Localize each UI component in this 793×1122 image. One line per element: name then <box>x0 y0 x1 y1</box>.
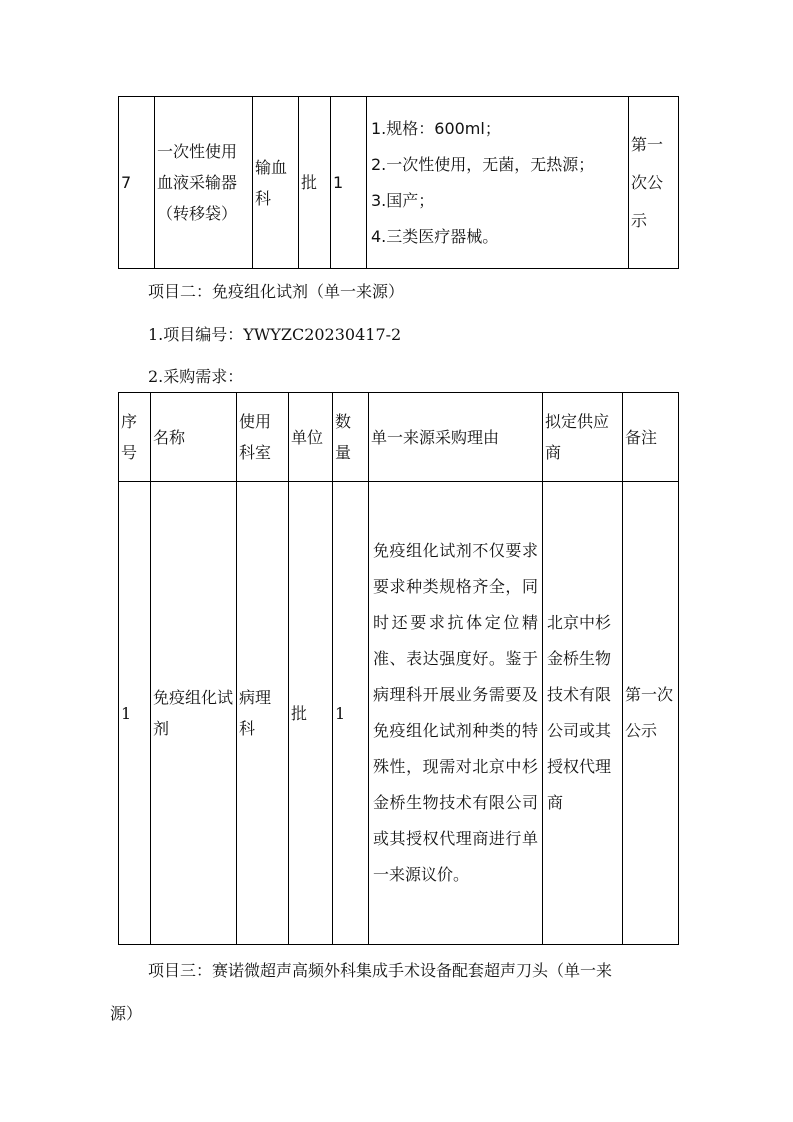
cell-department: 病理科 <box>237 482 289 945</box>
spec-line: 1.规格：600ml； <box>371 118 501 138</box>
cell-seq: 1 <box>119 482 151 945</box>
header-remark: 备注 <box>623 393 679 482</box>
cell-quantity: 1 <box>333 482 369 945</box>
cell-specs <box>367 97 629 269</box>
procurement-table-1 <box>118 96 679 269</box>
project3-title: 项目三：赛诺微超声高频外科集成手术设备配套超声刀头（单一来 <box>148 961 613 980</box>
cell-seq: 7 <box>119 97 155 269</box>
cell-reason: 免疫组化试剂不仅要求要求种类规格齐全，同时还要求抗体定位精准、表达强度好。鉴于病理科开展业务需要及免疫组化试剂种类的特殊性，现需对北京中杉金桥生物技术有限公司或其授权代理商进行单一来源议价。 <box>369 482 543 945</box>
header-quantity: 数量 <box>333 393 369 482</box>
header-supplier: 拟定供应商 <box>543 393 623 482</box>
header-reason: 单一来源采购理由 <box>369 393 543 482</box>
project2-title: 项目二：免疫组化试剂（单一来源） <box>148 282 405 301</box>
project3-title-continued: 源） <box>110 1004 143 1023</box>
spec-line: 2.一次性使用，无菌，无热源； <box>371 154 595 174</box>
header-name: 名称 <box>151 393 237 482</box>
cell-quantity: 1 <box>331 97 367 269</box>
cell-department: 输血科 <box>253 97 299 269</box>
spec-line: 3.国产； <box>371 190 435 210</box>
spec-line: 4.三类医疗器械。 <box>371 226 499 246</box>
header-department: 使用科室 <box>237 393 289 482</box>
cell-unit: 批 <box>299 97 331 269</box>
project2-number: 1.项目编号：YWYZC20230417-2 <box>148 325 402 344</box>
cell-name: 一次性使用血液采输器（转移袋） <box>155 97 253 269</box>
cell-unit: 批 <box>289 482 333 945</box>
procurement-table-2 <box>118 392 679 945</box>
table-row <box>119 482 679 945</box>
cell-name: 免疫组化试剂 <box>151 482 237 945</box>
project2-requirement-label: 2.采购需求： <box>148 367 244 386</box>
cell-supplier: 北京中杉金桥生物技术有限公司或其授权代理商 <box>543 482 623 945</box>
table-row <box>119 97 679 269</box>
cell-remark: 第一次公示 <box>629 97 679 269</box>
header-unit: 单位 <box>289 393 333 482</box>
table-header-row <box>119 393 679 482</box>
header-seq: 序号 <box>119 393 151 482</box>
cell-remark: 第一次公示 <box>623 482 679 945</box>
